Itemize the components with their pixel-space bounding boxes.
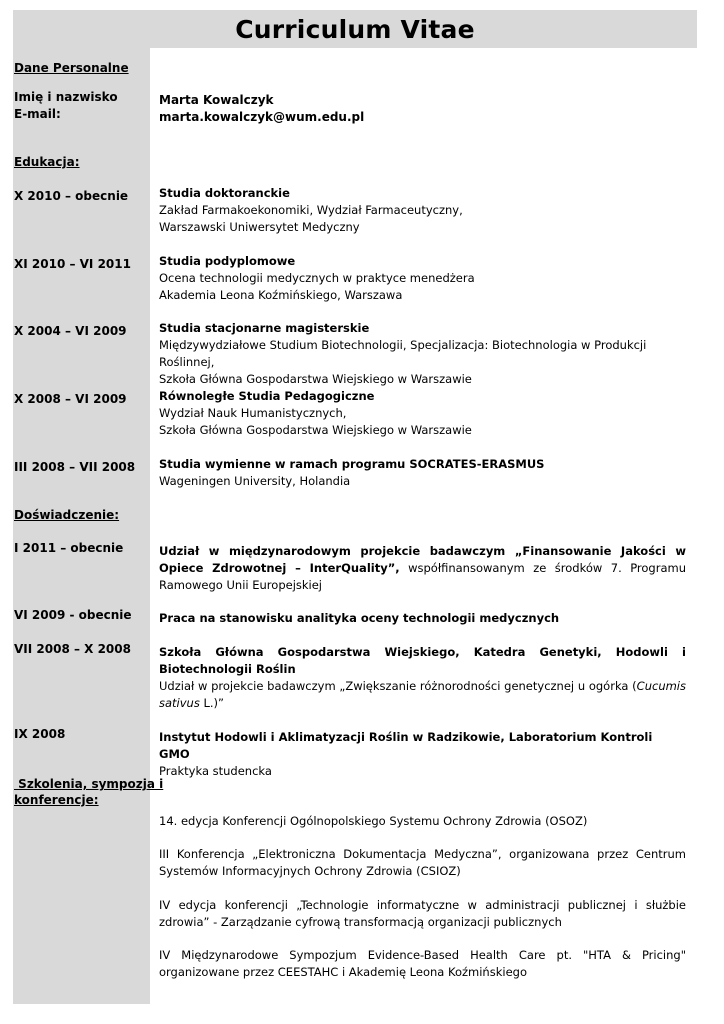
education-title: Studia wymienne w ramach programu SOCRATES-ERASMUS (159, 457, 545, 471)
section-heading-education: Edukacja: (14, 155, 80, 169)
training-item: III Konferencja „Elektroniczna Dokumentacja Medyczna”, organizowana przez Centrum Systemów Informacyjnych Ochrony Zdrowia (CSIOZ) (159, 847, 686, 878)
education-line: Ocena technologii medycznych w praktyce menedżera (159, 271, 475, 285)
section-heading-training-cont: konferencje: (14, 793, 99, 807)
education-date: X 2008 – VI 2009 (14, 392, 127, 406)
education-date: XI 2010 – VI 2011 (14, 257, 131, 271)
experience-title: Praca na stanowisku analityka oceny technologii medycznych (159, 611, 560, 625)
education-line: Międzywydziałowe Studium Biotechnologii, Specjalizacja: Biotechnologia w Produkcji Roślinnej, (159, 338, 647, 369)
education-line: Wageningen University, Holandia (159, 474, 351, 488)
name-value: Marta Kowalczyk (159, 93, 274, 107)
education-line: Warszawski Uniwersytet Medyczny (159, 220, 360, 234)
education-entry (159, 185, 686, 236)
training-item: 14. edycja Konferencji Ogólnopolskiego Systemu Ochrony Zdrowia (OSOZ) (159, 814, 588, 828)
experience-entry (159, 644, 686, 712)
description-text: L.)” (199, 696, 225, 710)
training-item: IV edycja konferencji „Technologie informatyczne w administracji publicznej i służbie zdrowia” - Zarządzanie cyfrową transformacją organizacji publicznych (159, 898, 686, 929)
education-entry (159, 320, 686, 388)
education-title: Studia podyplomowe (159, 254, 296, 268)
education-entry (159, 253, 686, 304)
education-line: Szkoła Główna Gospodarstwa Wiejskiego w Warszawie (159, 372, 472, 386)
page-title: Curriculum Vitae (235, 14, 475, 44)
education-title: Równoległe Studia Pedagogiczne (159, 389, 375, 403)
experience-entry (159, 729, 686, 780)
experience-title: Udział w międzynarodowym projekcie badawczym „Finansowanie Jakości w Opiece Zdrowotnej – InterQuality”, (159, 544, 686, 575)
email-label: E-mail: (14, 107, 61, 121)
title-bar (13, 10, 697, 48)
education-entry (159, 388, 686, 439)
email-value[interactable]: marta.kowalczyk@wum.edu.pl (159, 110, 365, 124)
training-item: IV Międzynarodowe Sympozjum Evidence-Based Health Care pt. "HTA & Pricing" organizowane przez CEESTAHC i Akademię Leona Koźmińskiego (159, 948, 686, 979)
section-heading-training: Szkolenia, sympozja i (14, 777, 164, 791)
education-date: X 2010 – obecnie (14, 189, 129, 203)
experience-date: VII 2008 – X 2008 (14, 642, 131, 656)
education-title: Studia doktoranckie (159, 186, 290, 200)
education-line: Zakład Farmakoekonomiki, Wydział Farmaceutyczny, (159, 203, 463, 217)
education-line: Akademia Leona Koźmińskiego, Warszawa (159, 288, 403, 302)
experience-line: Praktyka studencka (159, 764, 272, 778)
education-date: III 2008 – VII 2008 (14, 460, 136, 474)
section-heading-personal: Dane Personalne (14, 61, 129, 75)
experience-entry (159, 543, 686, 594)
section-heading-experience: Doświadczenie: (14, 508, 120, 522)
experience-date: I 2011 – obecnie (14, 541, 124, 555)
species-name: Cucumis sativus (159, 679, 686, 710)
education-title: Studia stacjonarne magisterskie (159, 321, 370, 335)
experience-title: Szkoła Główna Gospodarstwa Wiejskiego, Katedra Genetyki, Hodowli i Biotechnologii Roślin (159, 645, 686, 676)
name-label: Imię i nazwisko (14, 90, 118, 104)
education-line: Wydział Nauk Humanistycznych, (159, 406, 347, 420)
experience-entry (159, 610, 686, 627)
experience-date: VI 2009 - obecnie (14, 608, 132, 622)
experience-description (159, 678, 686, 712)
experience-description: współfinansowanym ze środków 7. Programu Ramowego Unii Europejskiej (159, 561, 686, 592)
experience-date: IX 2008 (14, 727, 66, 741)
education-line: Szkoła Główna Gospodarstwa Wiejskiego w Warszawie (159, 423, 472, 437)
experience-title: Instytut Hodowli i Aklimatyzacji Roślin w Radzikowie, Laboratorium Kontroli GMO (159, 730, 653, 761)
education-entry (159, 456, 686, 490)
description-text: Udział w projekcie badawczym „Zwiększanie różnorodności genetycznej u ogórka ( (159, 679, 637, 693)
education-date: X 2004 – VI 2009 (14, 324, 127, 338)
